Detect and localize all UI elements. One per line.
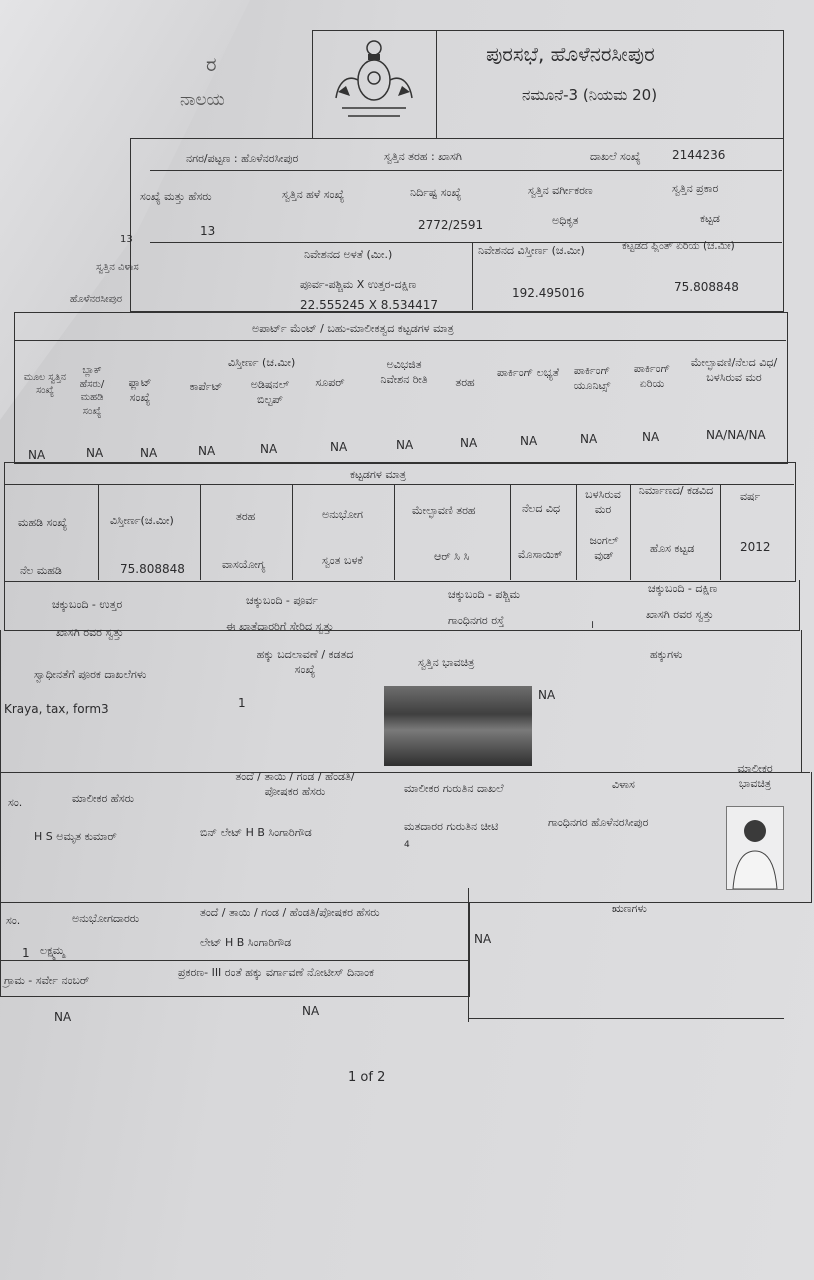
building-header-1: ವಿಸ್ತೀರ್ಣ(ಚ.ಮೀ) bbox=[110, 514, 174, 527]
occupant-no: 1 bbox=[22, 946, 30, 960]
east-boundary-label: ಚಕ್ಕುಬಂದಿ - ಪೂರ್ವ bbox=[246, 594, 319, 607]
owner-address-header: ವಿಳಾಸ bbox=[612, 778, 635, 791]
document-number-label: ದಾಖಲೆ ಸಂಖ್ಯೆ bbox=[590, 150, 641, 163]
apartment-header-8: ಪಾರ್ಕಿಂಗ್ ಲಭ್ಯತೆ bbox=[496, 366, 560, 379]
owner-id-number: 4 bbox=[404, 840, 410, 850]
ward-number-faded: 13 bbox=[120, 234, 133, 245]
east-boundary: ಈ ಖಾತೆದಾರರಿಗೆ ಸೇರಿದ ಸ್ವತ್ತು bbox=[226, 620, 334, 633]
city-label: ನಗರ/ಪಟ್ಟಣ : ಹೊಳೆನರಸೀಪುರ bbox=[186, 152, 299, 165]
address-value: ಹೊಳೆನರಸೀಪುರ bbox=[70, 294, 123, 305]
documents-value: Kraya, tax, form3 bbox=[4, 702, 109, 716]
west-boundary: ಗಾಂಧಿನಗರ ರಸ್ತೆ bbox=[448, 614, 505, 627]
west-boundary-mark: । bbox=[590, 618, 595, 631]
building-header-0: ಮಹಡಿ ಸಂಖ್ಯೆ bbox=[18, 516, 68, 529]
owner-id: ಮತದಾರರ ಗುರುತಿನ ಚೀಟಿ bbox=[404, 820, 499, 833]
property-kind-header: ಸ್ವತ್ತಿನ ಪ್ರಕಾರ bbox=[672, 182, 719, 195]
apartment-value-8: NA bbox=[520, 434, 538, 448]
assessment-number: 2772/2591 bbox=[418, 218, 484, 232]
state-emblem-icon bbox=[328, 34, 420, 126]
building-header-6: ಬಳಸಿರುವ ಮರ bbox=[585, 488, 621, 516]
south-boundary-label: ಚಕ್ಕುಬಂದಿ - ದಕ್ಷಿಣ bbox=[648, 582, 718, 595]
building-header-4: ಮೇಲ್ಛಾವಣಿ ತರಹ bbox=[412, 504, 476, 517]
ward-header: ಸಂಖ್ಯೆ ಮತ್ತು ಹೆಸರು bbox=[140, 190, 212, 203]
page-number: 1 of 2 bbox=[348, 1070, 386, 1085]
occupant-no-header: ಸಂ. bbox=[6, 914, 21, 927]
form-title: ನಮೂನೆ-3 (ನಿಯಮ 20) bbox=[522, 86, 658, 104]
owner-no-header: ಸಂ. bbox=[8, 796, 23, 809]
notice-value: NA bbox=[302, 1004, 320, 1018]
building-value-0: ನೆಲ ಮಹಡಿ bbox=[20, 564, 62, 577]
owner-relation: ಬಿನ್ ಲೇಟ್ H B ಸಿಂಗಾರಿಗೌಡ bbox=[200, 826, 312, 839]
building-title: ಕಟ್ಟಡಗಳ ಮಾತ್ರ bbox=[350, 468, 406, 481]
apartment-value-4: NA bbox=[260, 442, 278, 456]
apartment-header-6: ಅವಿಭಜಿತ ನಿವೇಶನ ರೀತಿ bbox=[380, 358, 428, 386]
owner-id-header: ಮಾಲೀಕರ ಗುರುತಿನ ದಾಖಲೆ bbox=[404, 782, 504, 795]
apartment-value-2: NA bbox=[140, 446, 158, 460]
apartment-value-3: NA bbox=[198, 444, 216, 458]
property-photo-header: ಸ್ವತ್ತಿನ ಭಾವಚಿತ್ರ bbox=[418, 656, 475, 669]
apartment-value-6: NA bbox=[396, 438, 414, 452]
apartment-value-9: NA bbox=[580, 432, 598, 446]
plinth-area-header: ಕಟ್ಟಡದ ಪ್ಲಿಂತ್ ಏರಿಯ (ಚ.ಮೀ) bbox=[622, 240, 735, 252]
plinth-area: 75.808848 bbox=[674, 280, 739, 294]
apartment-value-1: NA bbox=[86, 446, 104, 460]
apartment-header-9: ಪಾರ್ಕಿಂಗ್ ಯೂನಿಟ್ಸ್ bbox=[573, 364, 611, 392]
building-value-7: ಹೊಸ ಕಟ್ಟಡ bbox=[650, 542, 695, 555]
owner-name-header: ಮಾಲೀಕರ ಹೆಸರು bbox=[72, 792, 135, 805]
loans-header: ಋಣಗಳು bbox=[612, 902, 647, 915]
apartment-header-5: ಸೂಪರ್ bbox=[315, 376, 345, 389]
person-icon bbox=[727, 807, 783, 889]
owner-photo-header: ಮಾಲೀಕರ ಭಾವಚಿತ್ರ bbox=[737, 762, 773, 790]
property-kind: ಕಟ್ಟಡ bbox=[700, 212, 720, 225]
apartment-header-10: ಪಾರ್ಕಿಂಗ್ ಏರಿಯ bbox=[633, 362, 671, 390]
notice-header: ಪ್ರಕರಣ- III ರಂತೆ ಹಕ್ಕು ವರ್ಗಾವಣೆ ನೋಟೀಸ್ ದಿನಾಂಕ bbox=[178, 966, 374, 979]
rights-header: ಹಕ್ಕುಗಳು bbox=[650, 648, 683, 661]
site-area: 192.495016 bbox=[512, 286, 585, 300]
west-boundary-label: ಚಕ್ಕುಬಂದಿ - ಪಶ್ಚಿಮ bbox=[448, 588, 521, 601]
assessment-header: ನಿರ್ದಿಷ್ಟ ಸಂಖ್ಯೆ bbox=[410, 186, 462, 199]
apartment-header-3: ಕಾರ್ಪೆಟ್ bbox=[189, 380, 223, 393]
building-value-8: 2012 bbox=[740, 540, 771, 554]
apartment-header-1: ಬ್ಲಾಕ್ ಹೆಸರು/ ಮಹಡಿ ಸಂಖ್ಯೆ bbox=[79, 365, 105, 417]
building-value-4: ಆರ್ ಸಿ ಸಿ bbox=[434, 550, 470, 563]
apartment-title: ಅಪಾರ್ಟ್ ಮೆಂಟ್ / ಬಹು-ಮಾಲೀಕತ್ವದ ಕಟ್ಟಡಗಳ ಮಾತ್ರ bbox=[252, 322, 454, 335]
survey-value: NA bbox=[54, 1010, 72, 1024]
building-value-6: ಜಂಗಲ್ ವುಡ್ bbox=[589, 534, 619, 562]
building-header-7: ನಿರ್ಮಾಣದ/ ಕಡವಿದ bbox=[638, 484, 714, 497]
apartment-value-7: NA bbox=[460, 436, 478, 450]
old-number-header: ಸ್ವತ್ತಿನ ಹಳೆ ಸಂಖ್ಯೆ bbox=[282, 188, 345, 201]
building-value-3: ಸ್ವಂತ ಬಳಕೆ bbox=[322, 554, 363, 567]
survey-header: ಗ್ರಾಮ - ಸರ್ವೇ ನಂಬರ್ bbox=[4, 974, 90, 987]
building-header-8: ವರ್ಷ bbox=[740, 490, 761, 503]
classification: ಅಧಿಕೃತ bbox=[552, 214, 579, 227]
apartment-header-4: ಅಡಿಷನಲ್ ಬಿಲ್ಟಪ್ bbox=[250, 378, 290, 406]
apartment-header-0: ಮೂಲ ಸ್ವತ್ತಿನ ಸಂಖ್ಯೆ bbox=[23, 372, 67, 396]
occupant-name: ಲಕ್ಷ್ಮಮ್ಮ bbox=[40, 944, 65, 957]
address-header: ಸ್ವತ್ತಿನ ವಿಳಾಸ bbox=[96, 262, 139, 273]
owner-relation-header: ತಂದೆ / ತಾಯಿ / ಗಂಡ / ಹೆಂಡತಿ/ಪೋಷಕರ ಹೆಸರು bbox=[235, 770, 355, 798]
site-size-header: ನಿವೇಶನದ ಅಳತೆ (ಮೀ.) bbox=[304, 248, 393, 261]
change-header: ಹಕ್ಕು ಬದಲಾವಣೆ / ಕಡತದ ಸಂಖ್ಯೆ bbox=[256, 648, 354, 676]
curl-text: ನಾಲಯ bbox=[180, 90, 225, 110]
apartment-value-11: NA/NA/NA bbox=[706, 428, 766, 442]
ward-number: 13 bbox=[200, 224, 216, 238]
building-header-3: ಅನುಭೋಗ bbox=[322, 508, 363, 521]
property-type-label: ಸ್ವತ್ತಿನ ತರಹ : ಖಾಸಗಿ bbox=[384, 150, 462, 163]
area-group-header: ವಿಸ್ತೀರ್ಣ (ಚ.ಮೀ) bbox=[228, 356, 296, 369]
building-value-5: ಮೊಸಾಯಿಕ್ bbox=[518, 548, 563, 561]
document-number: 2144236 bbox=[672, 148, 726, 162]
occupant-relation: ಲೇಟ್ H B ಸಿಂಗಾರಿಗೌಡ bbox=[200, 936, 292, 949]
loans-value: NA bbox=[474, 932, 492, 946]
occupant-relation-header: ತಂದೆ / ತಾಯಿ / ಗಂಡ / ಹೆಂಡತಿ/ಪೋಷಕರ ಹೆಸರು bbox=[200, 906, 380, 919]
property-photo-na: NA bbox=[538, 688, 556, 702]
apartment-header-2: ಫ್ಲಾಟ್ ಸಂಖ್ಯೆ bbox=[128, 376, 152, 404]
owner-photo bbox=[726, 806, 784, 890]
building-value-2: ವಾಸಯೋಗ್ಯ bbox=[222, 558, 266, 571]
owner-name: H S ಅಮೃತ ಕುಮಾರ್ bbox=[34, 830, 117, 843]
apartment-value-0: NA bbox=[28, 448, 46, 462]
building-header-5: ನೆಲದ ವಿಧ bbox=[522, 502, 561, 515]
north-boundary-label: ಚಕ್ಕುಬಂದಿ - ಉತ್ತರ bbox=[52, 598, 123, 611]
change-value: 1 bbox=[238, 696, 246, 710]
site-area-header: ನಿವೇಶನದ ವಿಸ್ತೀರ್ಣ (ಚ.ಮೀ) bbox=[478, 244, 585, 257]
north-boundary: ಖಾಸಗಿ ರವರ ಸ್ವತ್ತು bbox=[56, 626, 124, 639]
site-size: 22.555245 X 8.534417 bbox=[300, 298, 438, 312]
classification-header: ಸ್ವತ್ತಿನ ವರ್ಗೀಕರಣ bbox=[528, 184, 593, 197]
site-size-direction: ಪೂರ್ವ-ಪಶ್ಚಿಮ X ಉತ್ತರ-ದಕ್ಷಿಣ bbox=[300, 278, 417, 291]
south-boundary: ಖಾಸಗಿ ರವರ ಸ್ವತ್ತು bbox=[646, 608, 714, 621]
occupant-name-header: ಅನುಭೋಗದಾರರು bbox=[72, 912, 140, 925]
documents-header: ಸ್ವಾಧೀನತೆಗೆ ಪೂರಕ ದಾಖಲೆಗಳು bbox=[34, 668, 147, 681]
apartment-value-5: NA bbox=[330, 440, 348, 454]
apartment-header-7: ತರಹ bbox=[455, 376, 475, 389]
curl-text: ರ bbox=[206, 52, 217, 76]
apartment-header-11: ಮೇಲ್ಛಾವಣಿ/ನೆಲದ ವಿಧ/ಬಳಸಿರುವ ಮರ bbox=[690, 356, 778, 384]
building-value-1: 75.808848 bbox=[120, 562, 185, 576]
building-header-2: ತರಹ bbox=[236, 510, 256, 523]
municipality-title: ಪುರಸಭೆ, ಹೊಳೆನರಸೀಪುರ bbox=[486, 42, 655, 66]
owner-address: ಗಾಂಧಿನಗರ ಹೊಳೆನರಸೀಪುರ bbox=[548, 816, 649, 829]
apartment-value-10: NA bbox=[642, 430, 660, 444]
property-photo bbox=[384, 686, 532, 766]
